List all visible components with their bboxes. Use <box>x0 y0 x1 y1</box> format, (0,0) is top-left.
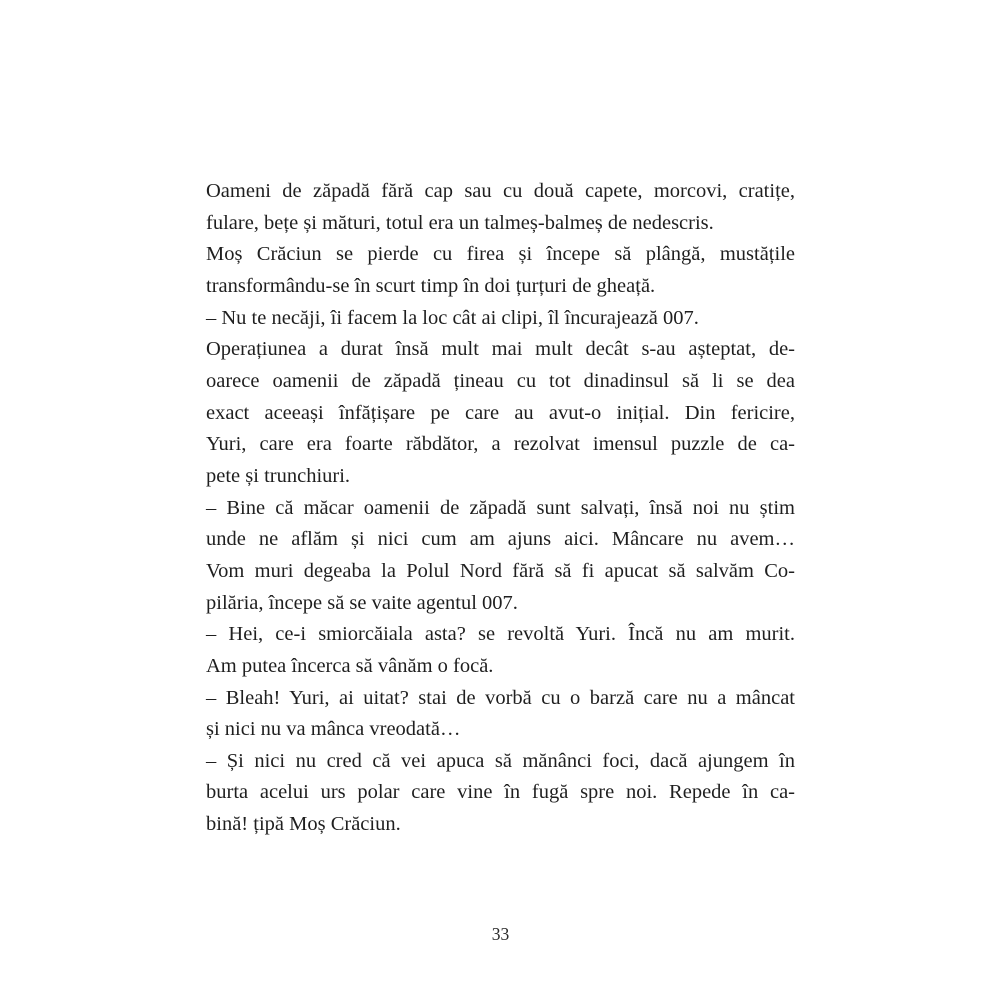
text-line: fulare, bețe și mături, totul era un talmeș-balmeș de nedescris. <box>206 211 714 234</box>
text-line: – Și nici nu cred că vei apuca să mănânci foci, dacă ajungem în <box>206 749 795 772</box>
page-number: 33 <box>491 924 510 944</box>
paragraph <box>206 239 795 302</box>
paragraph-dialogue <box>206 683 795 746</box>
paragraph <box>206 334 795 492</box>
text-line: Operațiunea a durat însă mult mai mult decât s-au așteptat, de- <box>206 338 795 361</box>
text-line: transformându-se în scurt timp în doi țurțuri de gheață. <box>206 274 656 297</box>
text-line: Oameni de zăpadă fără cap sau cu două capete, morcovi, cratițe, <box>206 180 795 202</box>
text-line: Yuri, care era foarte răbdător, a rezolvat imensul puzzle de ca- <box>206 433 795 456</box>
paragraph-dialogue <box>206 303 795 335</box>
paragraph <box>206 176 795 239</box>
text-line: – Nu te necăji, îi facem la loc cât ai clipi, îl încurajează 007. <box>206 306 699 329</box>
text-line: burta acelui urs polar care vine în fugă spre noi. Repede în ca- <box>206 781 795 804</box>
text-line: Vom muri degeaba la Polul Nord fără să fi apucat să salvăm Co- <box>206 559 795 582</box>
text-line: – Bine că măcar oamenii de zăpadă sunt salvați, însă noi nu știm <box>206 496 795 519</box>
text-line: pete și trunchiuri. <box>206 464 351 487</box>
text-line: Moș Crăciun se pierde cu firea și începe să plângă, mustățile <box>206 243 795 266</box>
text-line: oarece oamenii de zăpadă țineau cu tot dinadinsul să li se dea <box>206 369 795 392</box>
text-line: bină! țipă Moș Crăciun. <box>206 813 401 836</box>
text-line: Am putea încerca să vânăm o focă. <box>206 654 494 677</box>
text-line: exact aceeași înfățișare pe care au avut-o inițial. Din fericire, <box>206 401 795 424</box>
paragraph-dialogue <box>206 619 795 682</box>
text-line: – Hei, ce-i smiorcăiala asta? se revoltă Yuri. Încă nu am murit. <box>206 623 795 646</box>
text-line: și nici nu va mânca vreodată… <box>206 718 461 741</box>
page-text-block <box>206 176 795 841</box>
text-line: – Bleah! Yuri, ai uitat? stai de vorbă cu o barză care nu a mâncat <box>206 686 795 709</box>
text-line: unde ne aflăm și nici cum am ajuns aici. Mâncare nu avem… <box>206 528 795 551</box>
paragraph-dialogue <box>206 746 795 841</box>
paragraph-dialogue <box>206 493 795 620</box>
text-line: pilăria, începe să se vaite agentul 007. <box>206 591 518 614</box>
